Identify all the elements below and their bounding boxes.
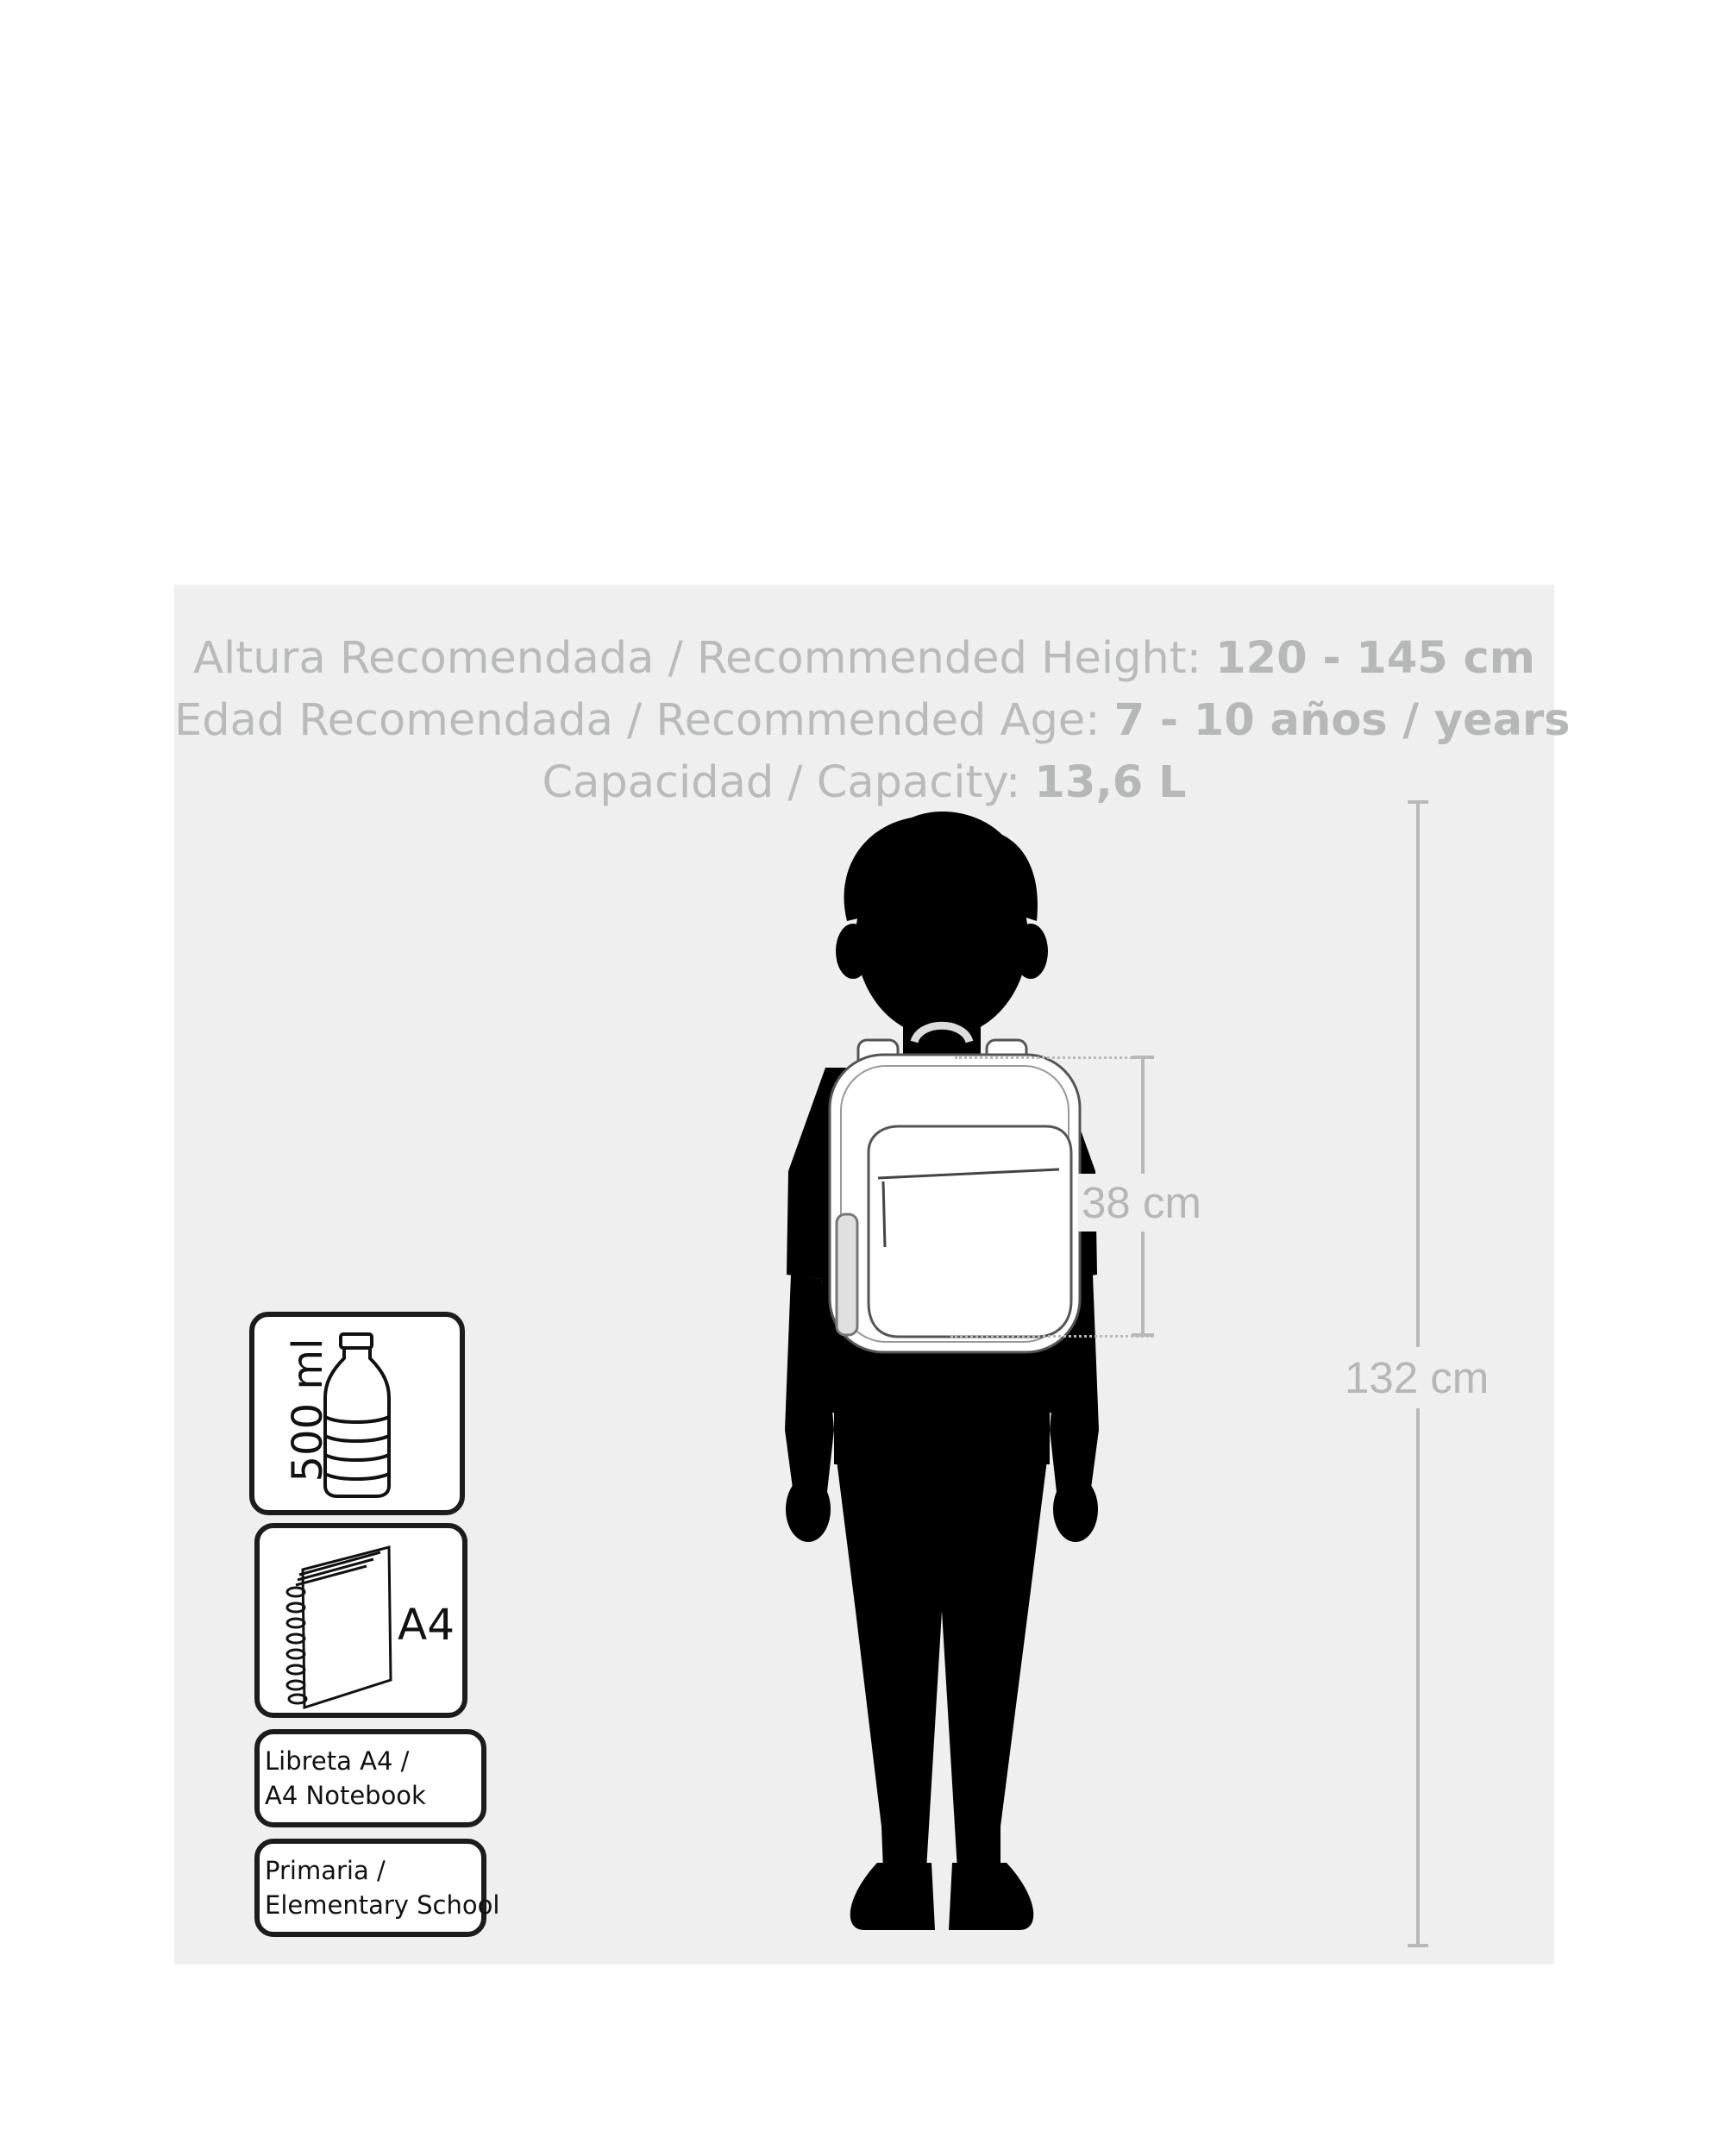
notebook-badge [254, 1729, 486, 1827]
backpack-bottom-guide [950, 1335, 1153, 1338]
child-silhouette-icon [683, 809, 1201, 1947]
recommended-age-label: Edad Recomendada / Recommended Age: [174, 695, 1114, 746]
school-level-badge [254, 1839, 500, 1937]
bottle-capacity-label: 500 ml [284, 1338, 332, 1482]
notebook-badge-line2: A4 Notebook [265, 1781, 426, 1810]
capacity-label: Capacidad / Capacity: [542, 757, 1035, 808]
child-height-label: 132 cm [1341, 1347, 1492, 1408]
backpack-measure-bottom-tick [1132, 1333, 1154, 1337]
school-badge-line1: Primaria / [265, 1856, 386, 1885]
bottle-capacity-box [249, 1312, 465, 1515]
notebook-badge-line1: Libreta A4 / [265, 1746, 410, 1776]
school-badge-line2: Elementary School [265, 1890, 500, 1920]
recommended-age-line [174, 695, 1571, 746]
child-measure-bottom-tick [1408, 1944, 1428, 1947]
recommended-age-value: 7 - 10 años / years [1113, 695, 1571, 746]
recommended-height-value: 120 - 145 cm [1215, 633, 1535, 684]
backpack-top-guide [955, 1056, 1153, 1059]
water-bottle-icon [322, 1331, 392, 1500]
notebook-size-box [254, 1523, 467, 1718]
product-size-panel [174, 585, 1571, 1965]
recommended-height-label: Altura Recomendada / Recommended Height: [193, 633, 1216, 684]
capacity-line [174, 757, 1554, 808]
backpack-measure-top-tick [1132, 1056, 1154, 1059]
notebook-icon [277, 1535, 398, 1716]
recommended-height-line [174, 633, 1554, 684]
notebook-size-label: A4 [398, 1600, 455, 1650]
child-measure-top-tick [1408, 800, 1428, 804]
capacity-value: 13,6 L [1034, 757, 1187, 808]
backpack-height-label: 38 cm [1078, 1174, 1205, 1232]
